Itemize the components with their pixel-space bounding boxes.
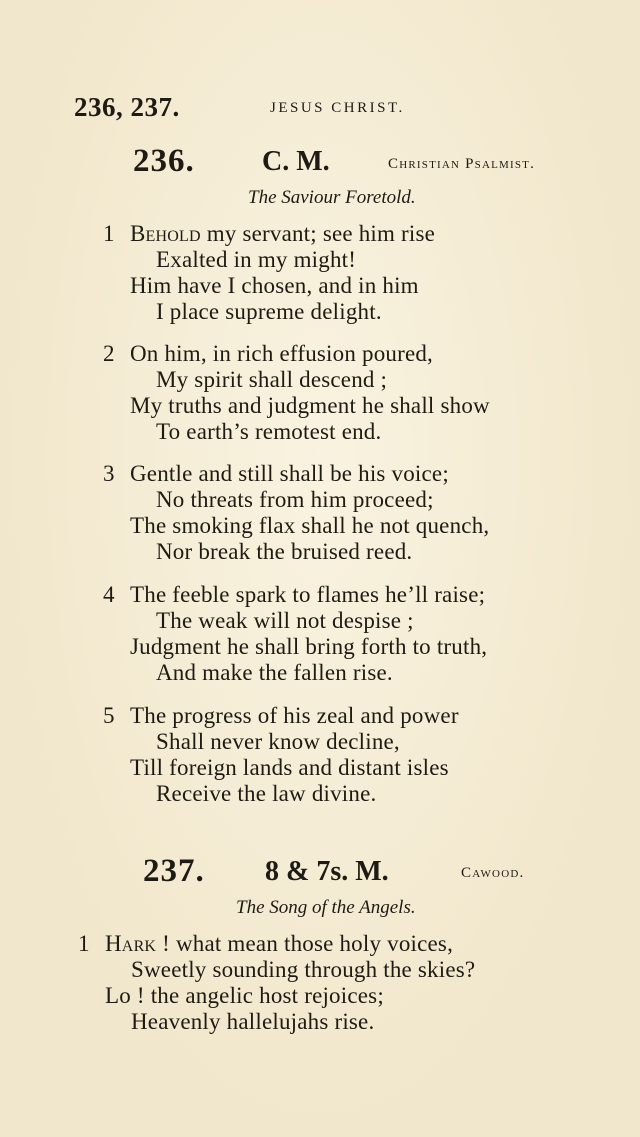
running-header-numbers: 236, 237. — [74, 92, 180, 122]
stanza-line: Nor break the bruised reed. — [156, 539, 413, 564]
stanza-first-word: Hark — [105, 931, 157, 956]
stanza-line: On him, in rich effusion poured, — [130, 341, 434, 366]
stanza-line: Hark ! what mean those holy voices, — [105, 931, 454, 956]
stanza-line: Sweetly sounding through the skies? — [131, 957, 476, 982]
stanza-number: 4 — [103, 582, 115, 607]
stanza-line: No threats from him proceed; — [156, 487, 434, 512]
stanza-line: The feeble spark to flames he’ll raise; — [130, 582, 486, 607]
hymn-236-tune: Christian Psalmist. — [388, 156, 536, 172]
hymn-236-number: 236. — [133, 143, 195, 179]
stanza-number: 2 — [103, 341, 115, 366]
hymn-237-meter: 8 & 7s. M. — [265, 856, 389, 887]
stanza-line: My truths and judgment he shall show — [130, 393, 490, 418]
stanza-line: Gentle and still shall be his voice; — [130, 461, 449, 486]
stanza-line: And make the fallen rise. — [156, 660, 393, 685]
stanza-number: 1 — [103, 221, 115, 246]
stanza-line: Lo ! the angelic host rejoices; — [105, 983, 384, 1008]
hymn-237-subtitle: The Song of the Angels. — [236, 897, 416, 918]
stanza-number: 1 — [78, 931, 90, 956]
stanza-line: Till foreign lands and distant isles — [130, 755, 449, 780]
stanza-number: 3 — [103, 461, 115, 486]
stanza-line: Heavenly hallelujahs rise. — [131, 1009, 375, 1034]
stanza-line: Receive the law divine. — [156, 781, 377, 806]
stanza-line: Shall never know decline, — [156, 729, 400, 754]
stanza-line: The weak will not despise ; — [156, 608, 414, 633]
stanza-line: The progress of his zeal and power — [130, 703, 459, 728]
running-header-title: JESUS CHRIST. — [270, 100, 405, 116]
stanza-number: 5 — [103, 703, 115, 728]
stanza-line: I place supreme delight. — [156, 299, 382, 324]
stanza-line: The smoking flax shall he not quench, — [130, 513, 490, 538]
hymn-236-subtitle: The Saviour Foretold. — [248, 187, 416, 208]
hymn-237-tune: Cawood. — [461, 865, 525, 881]
hymn-236-meter: C. M. — [262, 146, 330, 177]
stanza-first-word: Behold — [130, 221, 201, 246]
hymn-237-number: 237. — [143, 853, 205, 889]
stanza-line: Behold my servant; see him rise — [130, 221, 436, 246]
stanza-line: My spirit shall descend ; — [156, 367, 388, 392]
stanza-line: To earth’s remotest end. — [156, 419, 382, 444]
stanza-line: Exalted in my might! — [156, 247, 357, 272]
stanza-line: Him have I chosen, and in him — [130, 273, 419, 298]
stanza-line: Judgment he shall bring forth to truth, — [130, 634, 488, 659]
